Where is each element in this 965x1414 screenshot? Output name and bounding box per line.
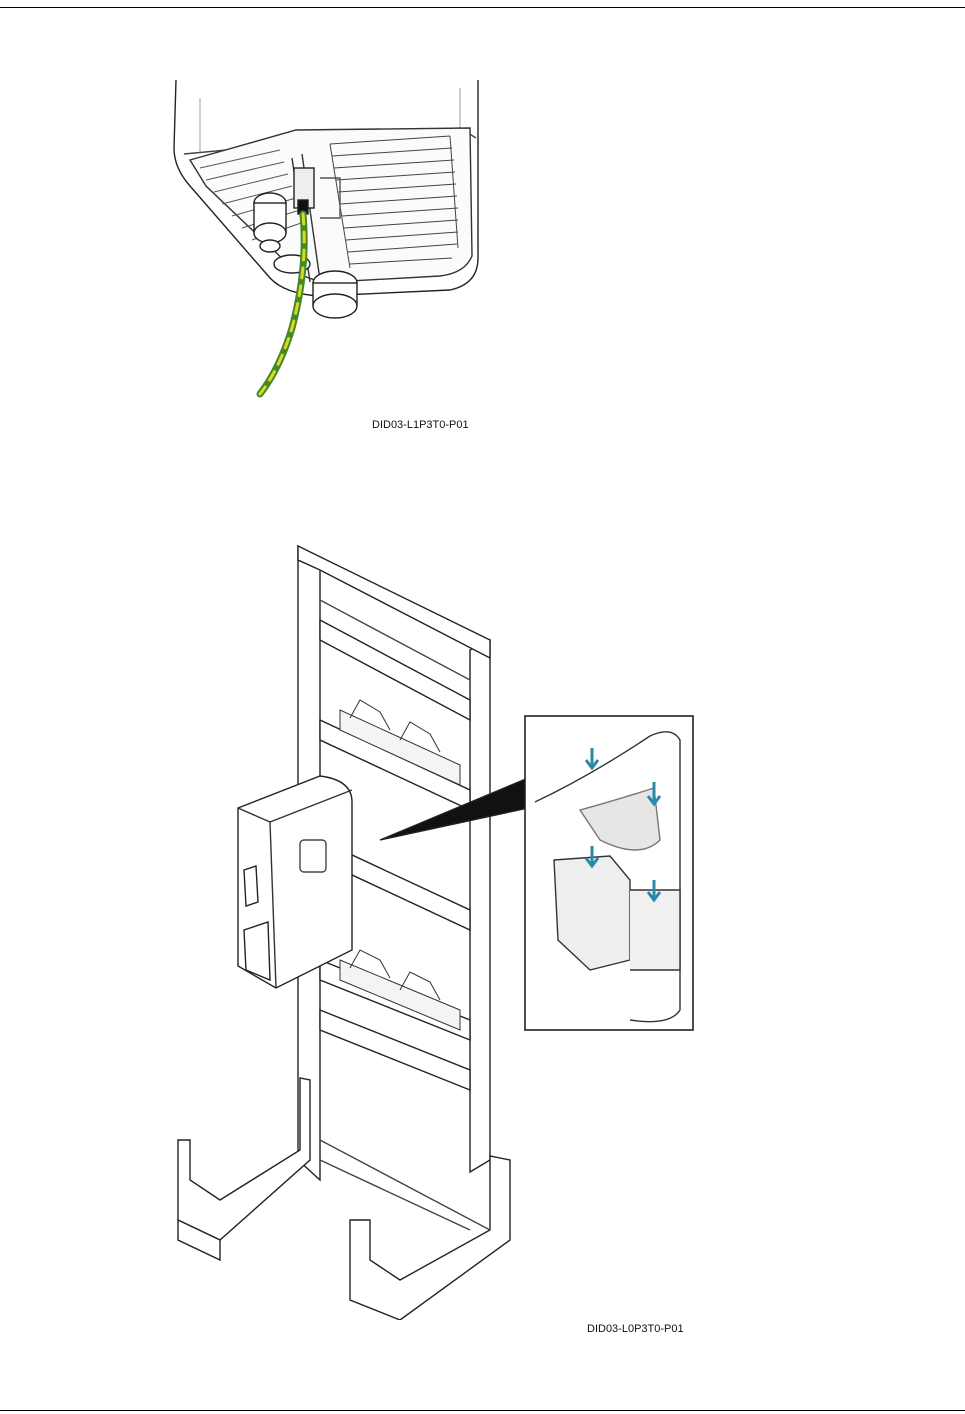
rack-mount-illustration xyxy=(160,540,705,1320)
figure2-caption: DID03-L0P3T0-P01 xyxy=(587,1323,684,1335)
ground-cable-illustration xyxy=(160,68,500,408)
figure1-caption: DID03-L1P3T0-P01 xyxy=(372,419,469,431)
page-bottom-rule xyxy=(0,1410,965,1411)
page-top-rule xyxy=(0,7,965,8)
